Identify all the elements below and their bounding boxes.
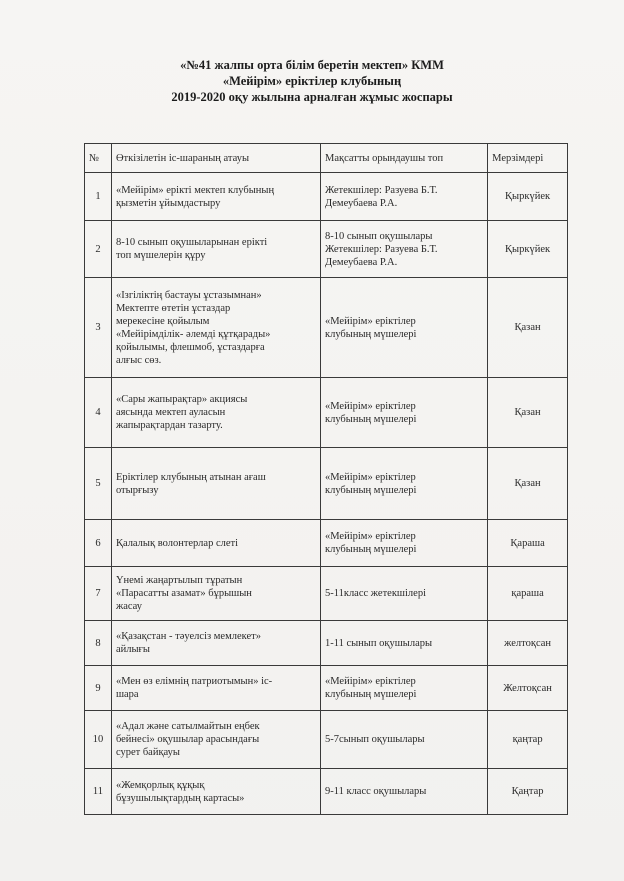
row-number: 4	[85, 378, 112, 448]
row-number: 2	[85, 221, 112, 278]
header-line-school: «№41 жалпы орта білім беретін мектеп» КММ	[180, 58, 444, 72]
row-deadline: Қыркүйек	[488, 173, 568, 221]
row-target-group: «Мейірім» еріктілер клубының мүшелері	[320, 666, 487, 711]
row-number: 3	[85, 278, 112, 378]
row-number: 11	[85, 769, 112, 815]
row-deadline: Желтоқсан	[488, 666, 568, 711]
table-row	[85, 520, 568, 567]
row-deadline: Қаңтар	[488, 769, 568, 815]
row-deadline: Қазан	[488, 448, 568, 520]
row-number: 7	[85, 567, 112, 621]
table-row	[85, 221, 568, 278]
row-deadline: Қазан	[488, 278, 568, 378]
row-event: «Жемқорлық құқық бұзушылықтардың картасы»	[111, 769, 320, 815]
row-target-group: «Мейірім» еріктілер клубының мүшелері	[320, 378, 487, 448]
col-header-group: Мақсатты орындаушы топ	[320, 144, 487, 173]
row-target-group: 1-11 сынып оқушылары	[320, 621, 487, 666]
row-event: «Адал және сатылмайтын еңбек бейнесі» оқушылар арасындағы сурет байқауы	[111, 711, 320, 769]
header-line-club: «Мейірім» еріктілер клубының	[222, 74, 402, 88]
table-row	[85, 769, 568, 815]
table-row	[85, 378, 568, 448]
row-event: Еріктілер клубының атынан ағаш отырғызу	[111, 448, 320, 520]
table-row	[85, 711, 568, 769]
row-number: 8	[85, 621, 112, 666]
row-target-group: 8-10 сынып оқушылары Жетекшілер: Разуева Б.Т. Демеубаева Р.А.	[320, 221, 487, 278]
row-event: «Мен өз елімнің патриотымын» іс- шара	[111, 666, 320, 711]
row-deadline: Қараша	[488, 520, 568, 567]
table-row	[85, 666, 568, 711]
row-target-group: «Мейірім» еріктілер клубының мүшелері	[320, 448, 487, 520]
col-header-date: Мерзімдері	[488, 144, 568, 173]
row-event: «Сары жапырақтар» акциясы аясында мектеп ауласын жапырақтардан тазарту.	[111, 378, 320, 448]
row-target-group: «Мейірім» еріктілер клубының мүшелері	[320, 520, 487, 567]
row-number: 6	[85, 520, 112, 567]
row-target-group: «Мейірім» еріктілер клубының мүшелері	[320, 278, 487, 378]
table-row	[85, 448, 568, 520]
document-header	[0, 57, 624, 105]
row-target-group: 5-7сынып оқушылары	[320, 711, 487, 769]
header-line-plan: 2019-2020 оқу жылына арналған жұмыс жоспары	[171, 90, 453, 104]
table-header-row	[85, 144, 568, 173]
col-header-event: Өткізілетін іс-шараның атауы	[111, 144, 320, 173]
row-target-group: 9-11 класс оқушылары	[320, 769, 487, 815]
row-event: «Мейірім» ерікті мектеп клубының қызметін ұйымдастыру	[111, 173, 320, 221]
row-event: 8-10 сынып оқушыларынан ерікті топ мүшелерін құру	[111, 221, 320, 278]
row-deadline: Қазан	[488, 378, 568, 448]
table-row	[85, 173, 568, 221]
row-deadline: қаңтар	[488, 711, 568, 769]
row-target-group: 5-11класс жетекшілері	[320, 567, 487, 621]
table-row	[85, 278, 568, 378]
row-event: Қалалық волонтерлар слеті	[111, 520, 320, 567]
row-number: 9	[85, 666, 112, 711]
table-row	[85, 621, 568, 666]
table-row	[85, 567, 568, 621]
row-event: «Ізгіліктің бастауы ұстазымнан» Мектепте өтетін ұстаздар мерекесіне қойылым «Мейірімділік- әлемді құтқарады» қойылымы, флешмоб, ұстаздарға алғыс сөз.	[111, 278, 320, 378]
row-target-group: Жетекшілер: Разуева Б.Т. Демеубаева Р.А.	[320, 173, 487, 221]
col-header-number: №	[85, 144, 112, 173]
row-number: 5	[85, 448, 112, 520]
row-deadline: желтоқсан	[488, 621, 568, 666]
row-number: 1	[85, 173, 112, 221]
work-plan-table	[84, 143, 568, 815]
row-deadline: Қыркүйек	[488, 221, 568, 278]
row-deadline: қараша	[488, 567, 568, 621]
row-event: «Қазақстан - тәуелсіз мемлекет» айлығы	[111, 621, 320, 666]
row-number: 10	[85, 711, 112, 769]
row-event: Үнемі жаңартылып тұратын «Парасатты азамат» бұрышын жасау	[111, 567, 320, 621]
